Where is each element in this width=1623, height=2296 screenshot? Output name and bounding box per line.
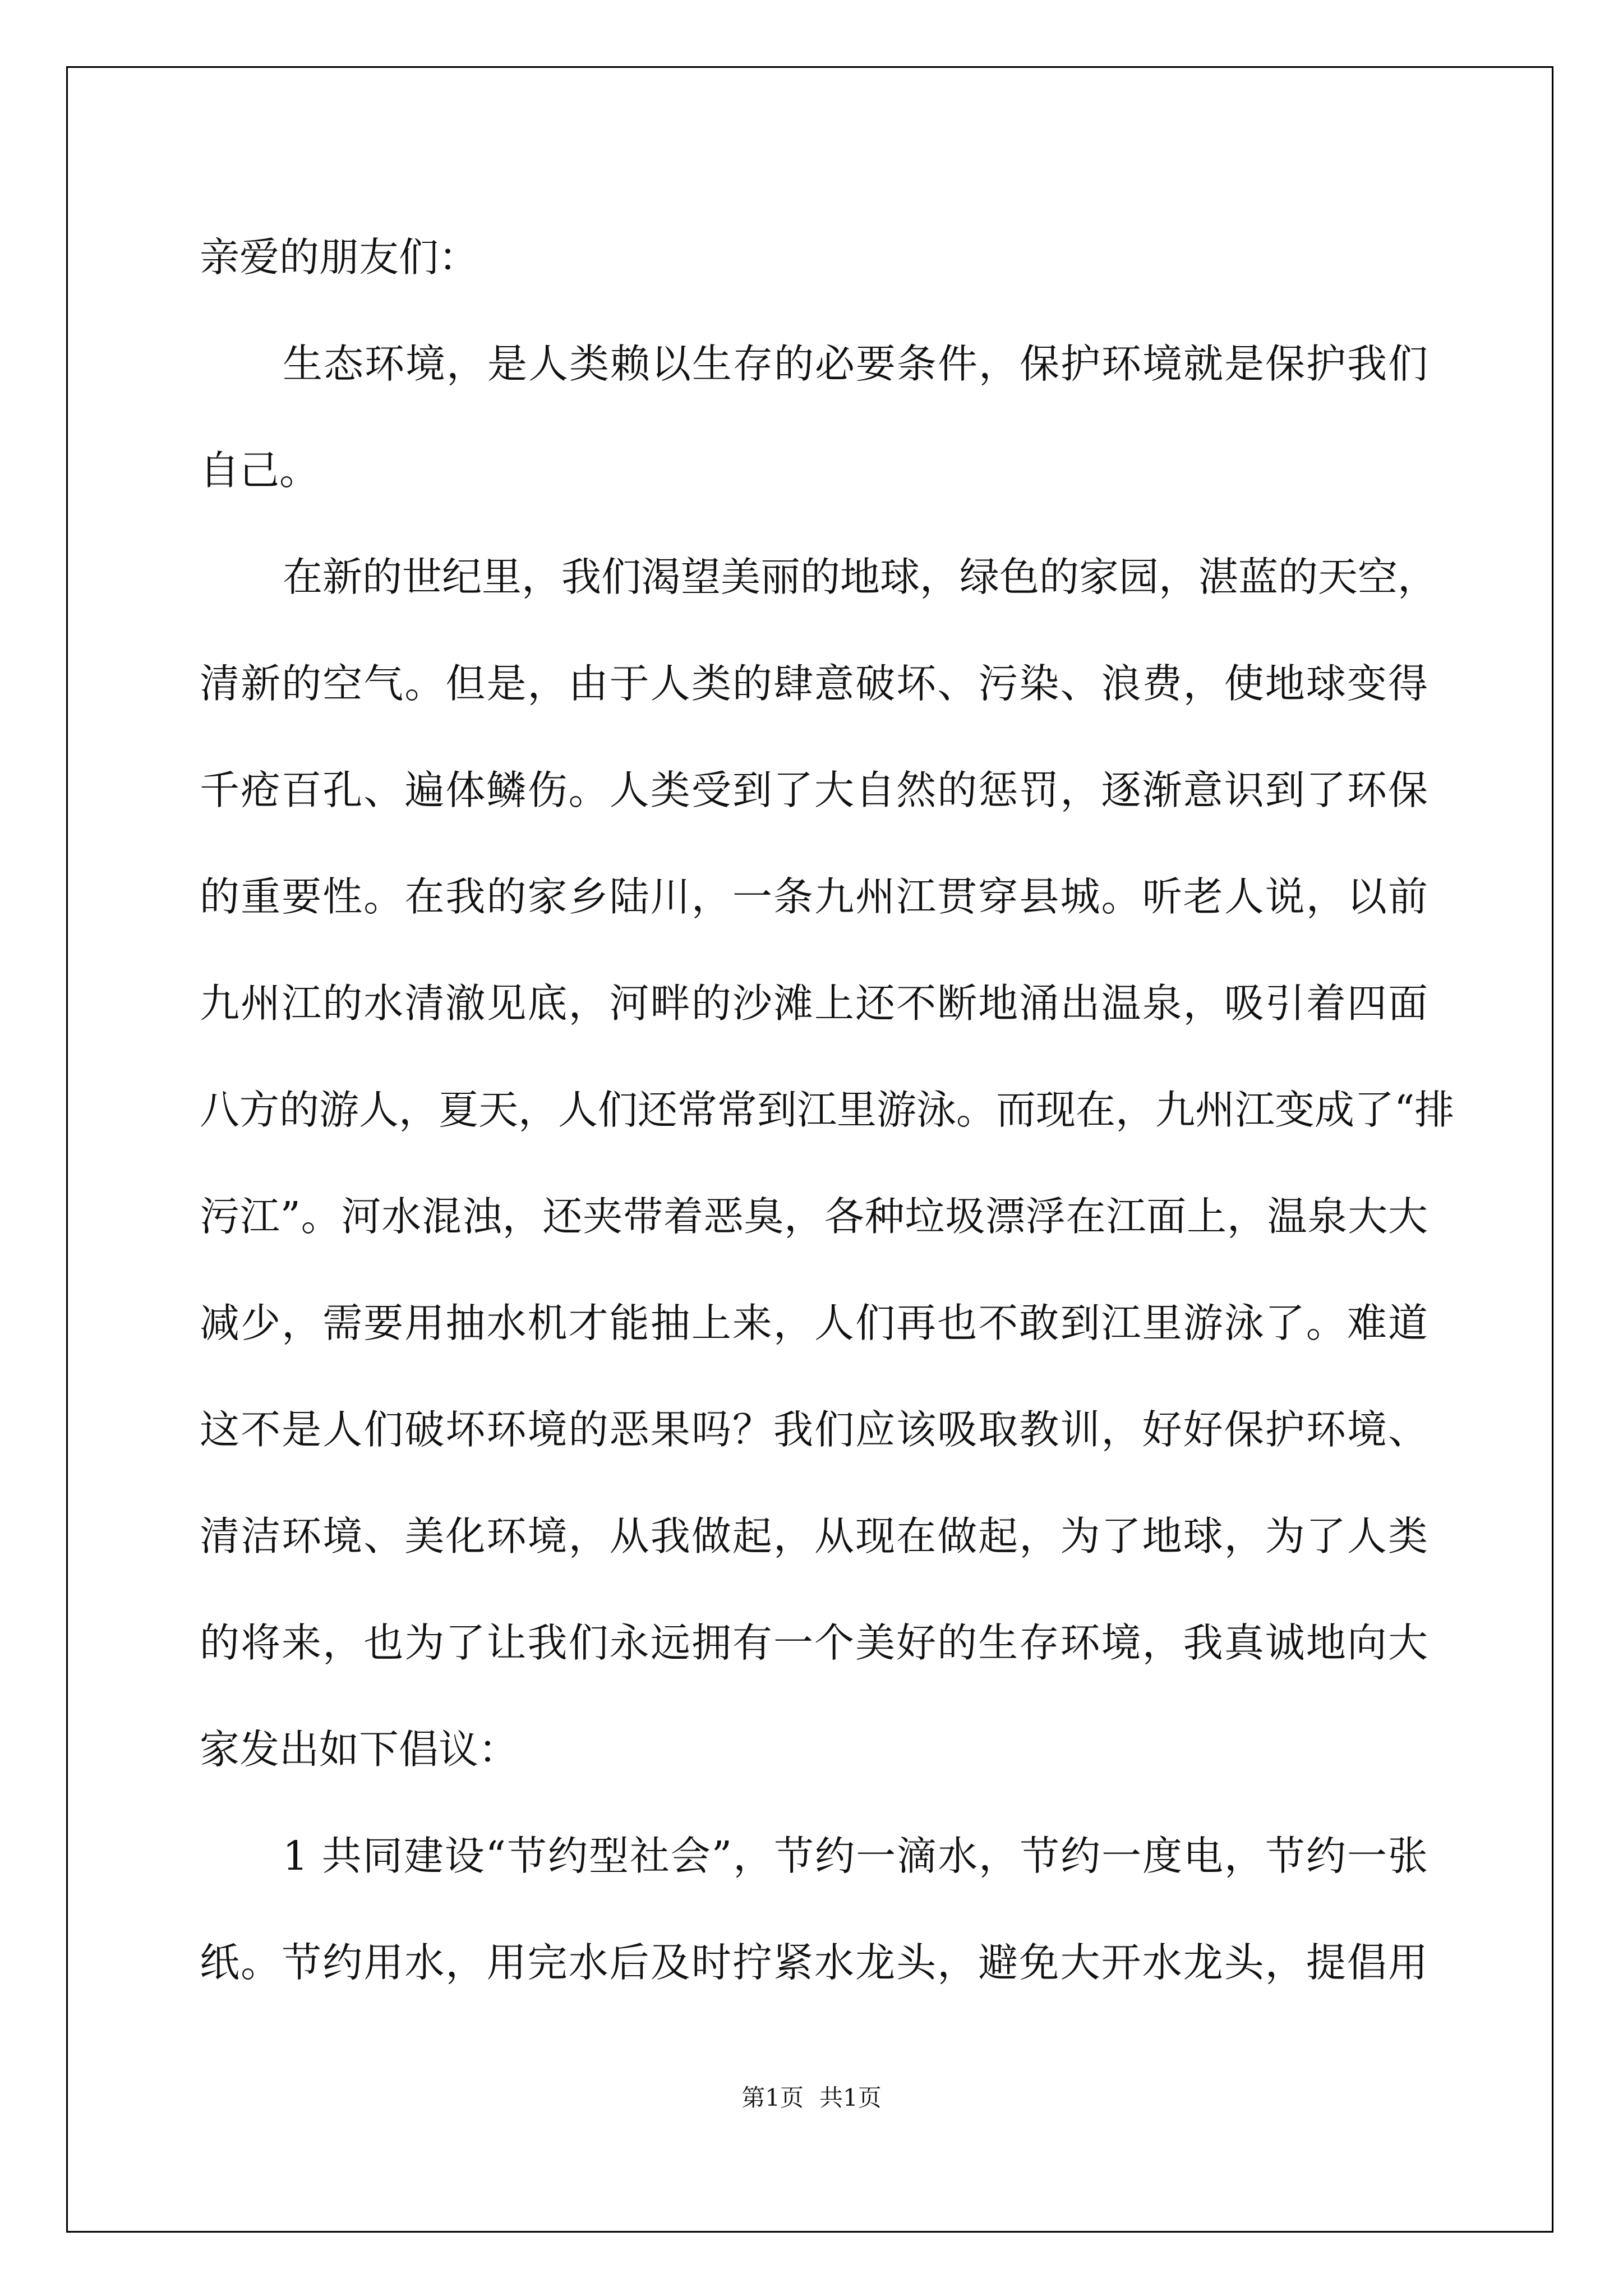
paragraph-2-line-1: 在新的世纪里，我们渴望美丽的地球，绿色的家园，湛蓝的天空，: [283, 554, 1438, 600]
paragraph-3-line-2: 纸。节约用水，用完水后及时拧紧水龙头，避免大开水龙头，提倡用: [200, 1939, 1428, 1986]
paragraph-3-line-1: 1 共同建设“节约型社会”，节约一滴水，节约一度电，节约一张: [283, 1833, 1428, 1879]
paragraph-2-line-10: 清洁环境、美化环境，从我做起，从现在做起，为了地球，为了人类: [200, 1513, 1428, 1559]
paragraph-2-line-8: 减少，需要用抽水机才能抽上来，人们再也不敢到江里游泳了。难道: [200, 1300, 1428, 1346]
paragraph-2-line-5: 九州江的水清澈见底，河畔的沙滩上还不断地涌出温泉，吸引着四面: [200, 980, 1428, 1027]
page-footer: [0, 2081, 1623, 2115]
paragraph-2-line-2: 清新的空气。但是，由于人类的肆意破坏、污染、浪费，使地球变得: [200, 660, 1428, 707]
paragraph-2-line-6: 八方的游人，夏天，人们还常常到江里游泳。而现在，九州江变成了“排: [200, 1087, 1455, 1133]
paragraph-2-line-12: 家发出如下倡议：: [200, 1726, 519, 1773]
paragraph-1-line-2: 自己。: [200, 447, 320, 494]
paragraph-2-line-9: 这不是人们破坏环境的恶果吗？我们应该吸取教训，好好保护环境、: [200, 1406, 1428, 1453]
paragraph-2-line-3: 千疮百孔、遍体鳞伤。人类受到了大自然的惩罚，逐渐意识到了环保: [200, 767, 1428, 813]
page-number-current: 第1页: [741, 2084, 804, 2111]
paragraph-2-line-7: 污江”。河水混浊，还夹带着恶臭，各种垃圾漂浮在江面上，温泉大大: [200, 1193, 1428, 1240]
page-number-total: 共1页: [819, 2084, 882, 2111]
paragraph-2-line-11: 的将来，也为了让我们永远拥有一个美好的生存环境，我真诚地向大: [200, 1619, 1428, 1666]
paragraph-2-line-4: 的重要性。在我的家乡陆川，一条九州江贯穿县城。听老人说，以前: [200, 873, 1428, 920]
paragraph-1-line-1: 生态环境，是人类赖以生存的必要条件，保护环境就是保护我们: [283, 341, 1428, 387]
salutation: 亲爱的朋友们：: [200, 234, 479, 280]
